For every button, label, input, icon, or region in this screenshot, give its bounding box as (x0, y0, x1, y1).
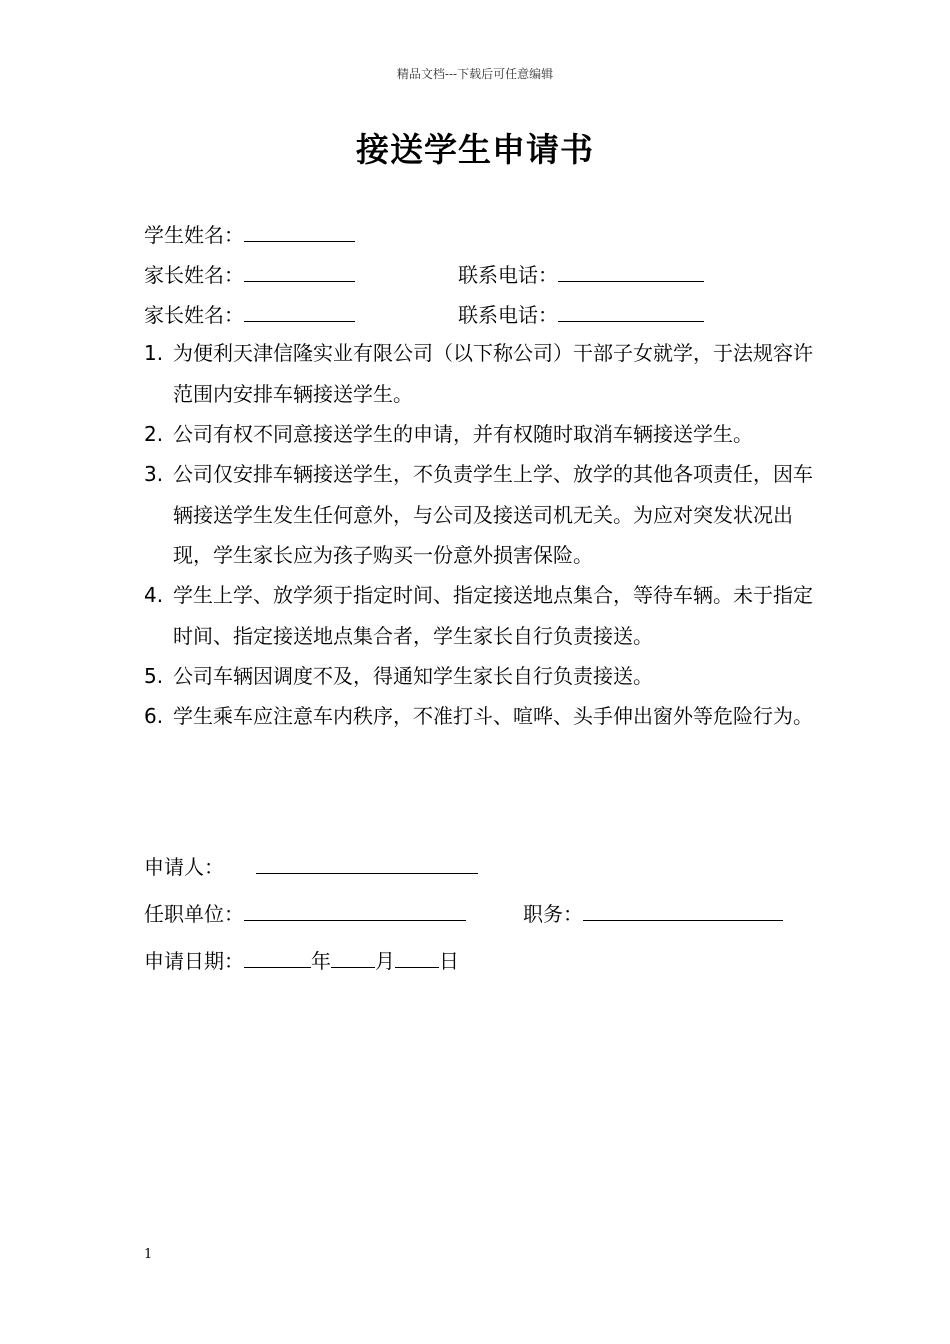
clause-number: 6. (144, 704, 164, 728)
unit-label: 任职单位： (144, 902, 244, 926)
clause-item (144, 696, 824, 737)
clause-text: 公司仅安排车辆接送学生，不负责学生上学、放学的其他各项责任，因车辆接送学生发生任何意外，与公司及接送司机无关。为应对突发状况出现，学生家长应为孩子购买一份意外损害保险。 (173, 462, 813, 567)
phone1-blank[interactable] (558, 261, 704, 282)
student-name-label: 学生姓名： (144, 223, 244, 247)
clause-text: 公司有权不同意接送学生的申请，并有权随时取消车辆接送学生。 (173, 422, 753, 446)
clause-item (144, 575, 824, 656)
month-blank[interactable] (331, 947, 375, 968)
phone1-label: 联系电话： (458, 263, 558, 287)
position-field (523, 900, 783, 928)
document-title: 接送学生申请书 (356, 130, 594, 169)
student-name-field (144, 221, 355, 249)
clause-text: 公司车辆因调度不及，得通知学生家长自行负责接送。 (173, 664, 653, 688)
position-blank[interactable] (583, 900, 783, 921)
year-blank[interactable] (244, 947, 311, 968)
year-label: 年 (311, 949, 331, 973)
position-label: 职务： (523, 902, 583, 926)
parent2-blank[interactable] (244, 301, 355, 322)
parent1-field (144, 261, 355, 289)
date-label: 申请日期： (144, 949, 244, 973)
clause-text: 为便利天津信隆实业有限公司（以下称公司）干部子女就学，于法规容许范围内安排车辆接送学生。 (173, 341, 813, 406)
clause-text: 学生乘车应注意车内秩序，不准打斗、喧哗、头手伸出窗外等危险行为。 (173, 704, 813, 728)
month-label: 月 (375, 949, 395, 973)
parent2-label: 家长姓名： (144, 303, 244, 327)
date-field (144, 947, 459, 975)
page-number: 1 (144, 1247, 153, 1262)
clause-number: 4. (144, 583, 164, 607)
clause-number: 1. (144, 341, 164, 365)
clause-item (144, 454, 824, 576)
header-note: 精品文档---下载后可任意编辑 (396, 67, 554, 81)
unit-blank[interactable] (244, 900, 466, 921)
student-name-blank[interactable] (244, 221, 355, 242)
clause-number: 5. (144, 664, 164, 688)
parent1-label: 家长姓名： (144, 263, 244, 287)
parent2-field (144, 301, 355, 329)
applicant-field (144, 853, 478, 881)
clause-number: 3. (144, 462, 164, 486)
parent1-blank[interactable] (244, 261, 355, 282)
clause-number: 2. (144, 422, 164, 446)
clause-item (144, 333, 824, 414)
day-blank[interactable] (395, 947, 439, 968)
phone2-label: 联系电话： (458, 303, 558, 327)
clause-text: 学生上学、放学须于指定时间、指定接送地点集合，等待车辆。未于指定时间、指定接送地点集合者，学生家长自行负责接送。 (173, 583, 813, 648)
phone2-blank[interactable] (558, 301, 704, 322)
applicant-blank[interactable] (256, 853, 478, 874)
phone1-field (458, 261, 704, 289)
unit-field (144, 900, 466, 928)
applicant-label: 申请人： (144, 855, 224, 879)
clause-item (144, 656, 824, 697)
clause-item (144, 414, 824, 455)
phone2-field (458, 301, 704, 329)
day-label: 日 (439, 949, 459, 973)
